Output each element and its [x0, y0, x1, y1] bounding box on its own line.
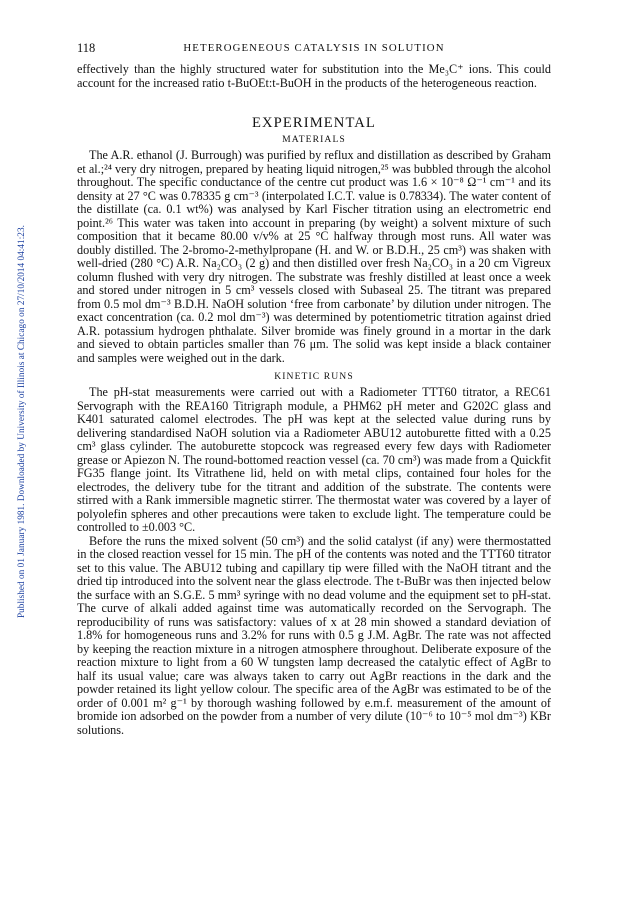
- running-head: [77, 41, 551, 57]
- kinetic-runs-paragraph-2: Before the runs the mixed solvent (50 cm³) and the solid catalyst (if any) were thermostatted in the closed reaction vessel for 15 min. The pH of the contents was noted and the TTT60 titrator set to this value. The ABU12 tubing and capillary tip were filled with the NaOH titrant and the dried tip introduced into the solvent near the glass electrode. The t-BuBr was then injected below the surface with an S.G.E. 5 mm³ syringe with no dead volume and the equipment set to pH-stat. The curve of alkali added against time was automatically recorded on the Servograph. The reproducibility of runs was satisfactory: values of x at 28 min showed a standard deviation of 1.8% for homogeneous runs and 3.2% for runs with 0.5 g J.M. AgBr. The rate was not affected by keeping the reaction mixture in a nitrogen atmosphere throughout. Deliberate exposure of the reaction mixture to light from a 60 W tungsten lamp decreased the catalytic effect of AgBr to half its usual value; care was always taken to carry out AgBr reactions in the dark and the powder retained its light yellow colour. The specific area of the AgBr was estimated to be of the order of 0.001 m² g⁻¹ by thorough washing followed by e.m.f. measurement of the amount of bromide ion adsorbed on the powder from a number of very dilute (10⁻⁶ to 10⁻⁵ mol dm⁻³) KBr solutions.: [77, 533, 551, 737]
- intro-paragraph: effectively than the highly structured water for substitution into the Me₃C⁺ ions. This could account for the increased ratio t-BuOEt:t-BuOH in the products of the heterogeneous reaction.: [77, 62, 551, 90]
- page-number: 118: [77, 41, 96, 55]
- download-stamp-text: Published on 01 January 1981. Downloaded by University of Illinois at Chicago on 27/10/2014 04:41:23.: [16, 225, 26, 618]
- download-stamp: [2, 118, 26, 618]
- subheading-kinetic-runs: KINETIC RUNS: [274, 371, 354, 382]
- article-body: [77, 63, 551, 737]
- subheading-materials: MATERIALS: [282, 134, 346, 145]
- kinetic-runs-paragraph-1: The pH-stat measurements were carried out with a Radiometer TTT60 titrator, a REC61 Servograph with the REA160 Titrigraph module, a PHM62 pH meter and G202C glass and K401 saturated calomel electrodes. The pH was kept at the selected value during runs by delivering standardised NaOH solution via a Radiometer ABU12 autoburette fitted with a 0.25 cm³ glass cylinder. The autoburette stopcock was regreased every few days with Radiometer grease or Apiezon N. The round-bottomed reaction vessel (ca. 70 cm³) was made from a Quickfit FG35 flange joint. Its Vitrathene lid, held on with metal clips, contained four holes for the electrodes, the delivery tube for the titrant and addition of the substrate. The contents were stirred with a Rank immersible magnetic stirrer. The thermostat water was covered by a layer of polyolefin spheres and other precautions were taken to exclude light. The temperature could be controlled to ±0.003 °C.: [77, 385, 551, 534]
- materials-paragraph: The A.R. ethanol (J. Burrough) was purified by reflux and distillation as described by Graham et al.;²⁴ very dry nitrogen, prepared by heating liquid nitrogen,²⁵ was bubbled through the alcohol throughout. The specific conductance of the centre cut product was 1.6 × 10⁻⁸ Ω⁻¹ cm⁻¹ and its density at 27 °C was 0.78335 g cm⁻³ (interpolated I.C.T. value is 0.78334). The water content of the distillate (ca. 0.1 wt%) was analysed by Karl Fischer titration using an electrometric end point.²⁶ This water was taken into account in preparing (by weight) a solvent mixture of such composition that it became 80.00 v/v% at 25 °C halfway through most runs. All water was doubly distilled. The 2-bromo-2-methylpropane (H. and W. or B.D.H., 25 cm³) was shaken with well-dried (280 °C) A.R. Na₂CO₃ (2 g) and then distilled over fresh Na₂CO₃ in a 20 cm Vigreux column flushed with very dry nitrogen. The substrate was freshly distilled at least once a week and stored under nitrogen in 5 cm³ vessels closed with Subaseal 25. The titrant was prepared from 0.5 mol dm⁻³ B.D.H. NaOH solution ‘free from carbonate’ by dilution under nitrogen. The exact concentration (ca. 0.2 mol dm⁻³) was determined by potentiometric titration against dried A.R. potassium hydrogen phthalate. Silver bromide was finely ground in a mortar in the dark and sieved to obtain particles smaller than 76 μm. The solid was kept inside a black container and samples were weighed out in the dark.: [77, 148, 551, 365]
- running-title: HETEROGENEOUS CATALYSIS IN SOLUTION: [183, 42, 445, 54]
- section-heading-experimental: EXPERIMENTAL: [252, 115, 376, 131]
